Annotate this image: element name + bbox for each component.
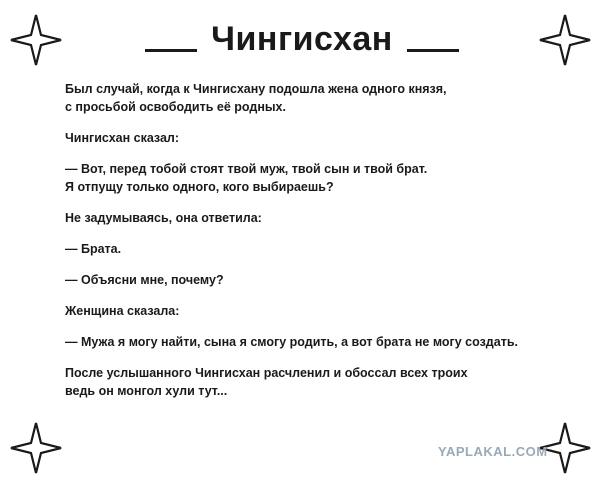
story-paragraph	[65, 80, 595, 116]
story-line: Чингисхан сказал:	[65, 131, 180, 145]
story-line: — Брата.	[65, 242, 122, 256]
story-line: Я отпущу только одного, кого выбираешь?	[65, 180, 334, 194]
title-underline-right	[407, 49, 459, 52]
story-line: — Вот, перед тобой стоят твой муж, твой сын и твой брат.	[65, 162, 428, 176]
four-point-star-icon	[8, 420, 64, 476]
title-row	[0, 14, 604, 64]
story-line: с просьбой освободить её родных.	[65, 100, 286, 114]
story-paragraph	[65, 364, 595, 400]
watermark: YAPLAKAL.COM	[438, 444, 548, 459]
story-paragraph	[65, 209, 595, 227]
story-paragraph	[65, 302, 595, 320]
story-paragraph	[65, 129, 595, 147]
story-line: ведь он монгол хули тут...	[65, 384, 228, 398]
page-title: Чингисхан	[211, 19, 393, 58]
title-underline-left	[145, 49, 197, 52]
story-line: — Мужа я могу найти, сына я смогу родить, а вот брата не могу создать.	[65, 335, 518, 349]
story-line: Не задумываясь, она ответила:	[65, 211, 262, 225]
story-paragraph	[65, 160, 595, 196]
story-paragraph	[65, 333, 595, 351]
story-line: После услышанного Чингисхан расчленил и обоссал всех троих	[65, 366, 468, 380]
story-line: — Объясни мне, почему?	[65, 273, 224, 287]
story-line: Был случай, когда к Чингисхану подошла жена одного князя,	[65, 82, 447, 96]
story-paragraph	[65, 271, 595, 289]
story-text	[65, 80, 595, 400]
story-line: Женщина сказала:	[65, 304, 180, 318]
story-paragraph	[65, 240, 595, 258]
